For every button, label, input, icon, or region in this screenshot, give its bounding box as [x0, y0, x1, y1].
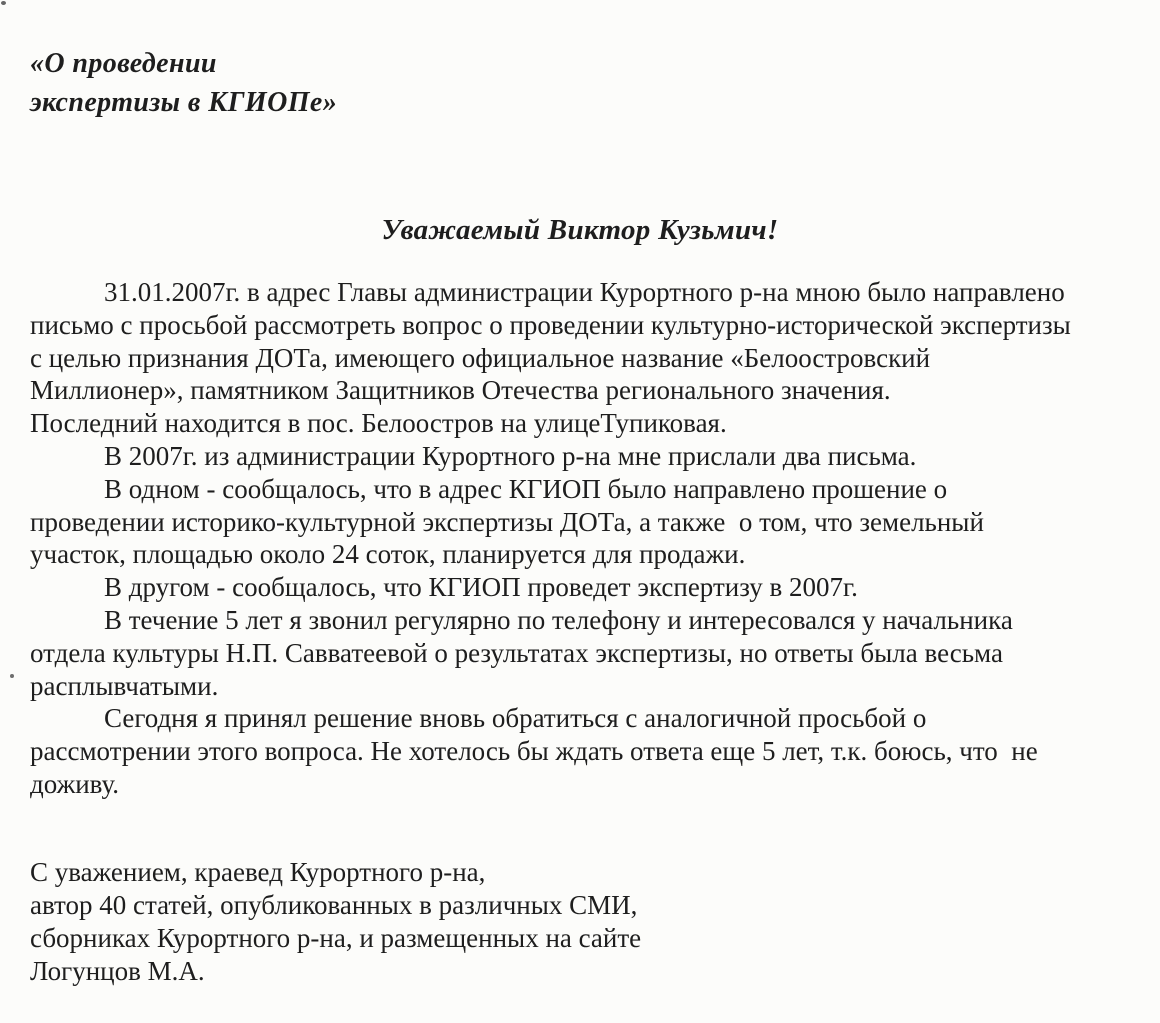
text-line: Последний находится в пос. Белоостров на улицеТупиковая.: [30, 408, 727, 439]
text-line: отдела культуры Н.П. Савватеевой о результатах экспертизы, но ответы была весьма: [30, 637, 1003, 668]
text-line: В 2007г. из администрации Курортного р-на мне прислали два письма.: [104, 440, 917, 471]
subject-heading: [30, 44, 337, 122]
text-line: В одном - сообщалось, что в адрес КГИОП было направлено прошение о: [104, 473, 948, 504]
signature-block: [30, 856, 641, 988]
text-line: доживу.: [30, 768, 120, 799]
text-line: рассмотрении этого вопроса. Не хотелось бы ждать ответа еще 5 лет, т.к. боюсь, что не: [30, 736, 1038, 767]
text-line: сборниках Курортного р-на, и размещенных на сайте: [30, 923, 642, 953]
text-line: Сегодня я принял решение вновь обратиться с аналогичной просьбой о: [104, 703, 927, 734]
paragraph: [30, 571, 1140, 604]
text-line: В другом - сообщалось, что КГИОП проведет экспертизу в 2007г.: [104, 572, 858, 603]
text-line: участок, площадью около 24 соток, планируется для продажи.: [30, 539, 746, 570]
letter-body: [30, 276, 1140, 801]
text-line: расплывчатыми.: [30, 670, 219, 701]
text-line: С уважением, краевед Курортного р-на,: [30, 857, 486, 887]
text-line: Логунцов М.А.: [30, 956, 205, 986]
text-line: автор 40 статей, опубликованных в различных СМИ,: [30, 890, 638, 920]
salutation: Уважаемый Виктор Кузьмич!: [381, 214, 779, 246]
paragraph: [30, 276, 1140, 440]
paragraph: [30, 440, 1140, 473]
text-line: 31.01.2007г. в адрес Главы администрации Курортного р-на мною было направлено: [104, 277, 1065, 307]
text-line: письмо с просьбой рассмотреть вопрос о проведении культурно-исторической экспертизы: [30, 309, 1071, 340]
text-line: Миллионер», памятником Защитников Отечества регионального значения.: [30, 375, 891, 406]
text-line: проведении историко-культурной экспертизы ДОТа, а также о том, что земельный: [30, 506, 984, 537]
scan-artifact-dot: [10, 674, 14, 678]
text-line: «О проведении: [30, 48, 217, 79]
text-line: В течение 5 лет я звонил регулярно по телефону и интересовался у начальника: [104, 604, 1013, 635]
text-line: экспертизы в КГИОПе»: [30, 87, 338, 118]
paragraph: [30, 604, 1140, 702]
paragraph: [30, 702, 1140, 800]
scan-artifact-speck: [1, 1, 6, 5]
paragraph: [30, 473, 1140, 571]
text-line: с целью признания ДОТа, имеющего официальное название «Белоостровский: [30, 342, 931, 373]
